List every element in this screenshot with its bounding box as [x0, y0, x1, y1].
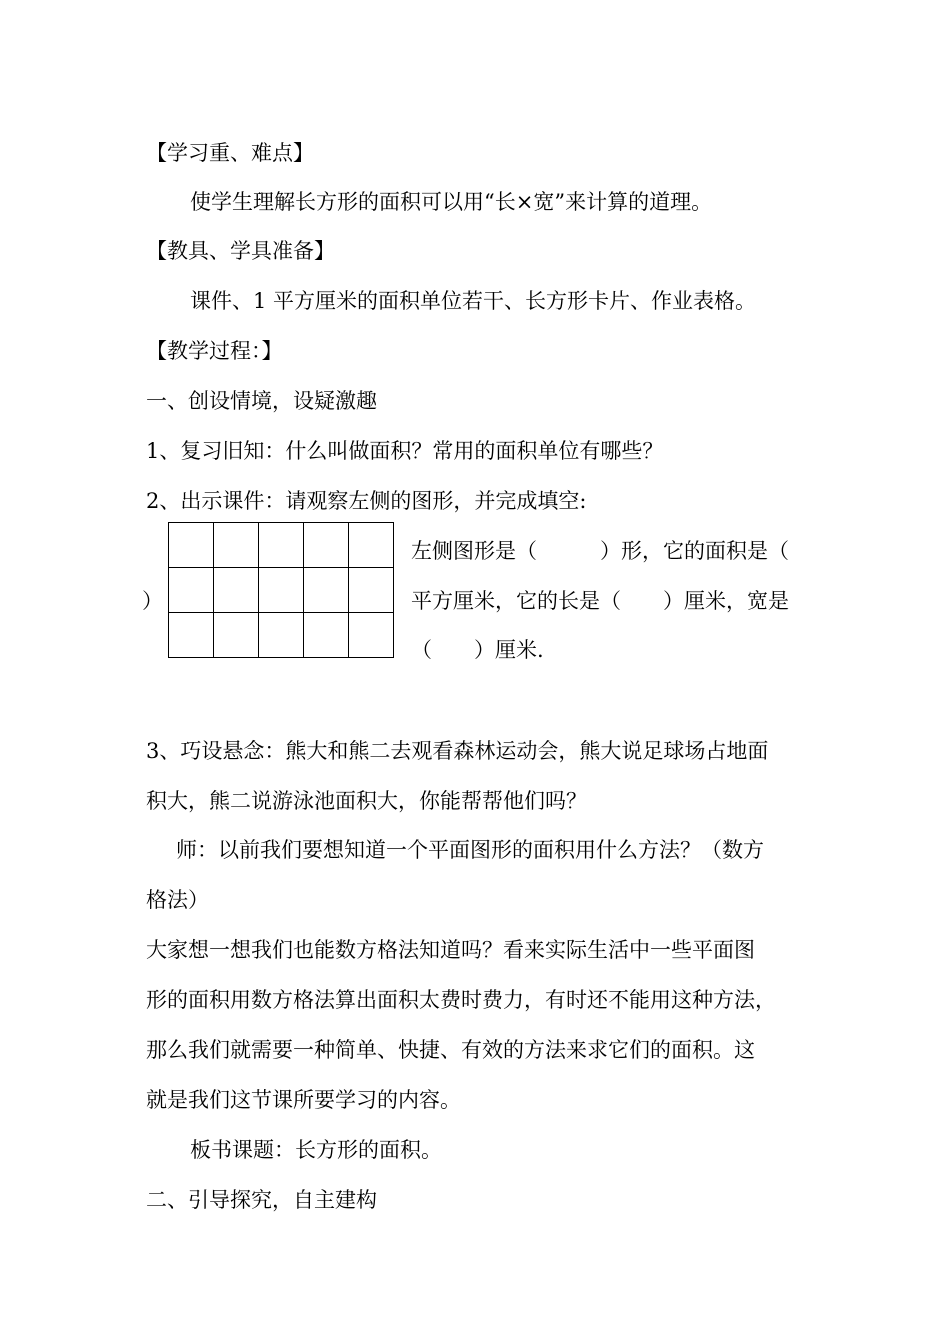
grid-cell [214, 613, 259, 658]
square-grid [168, 522, 394, 658]
fill-blank-paren-close: ） [142, 589, 163, 613]
grid-cell [214, 523, 259, 568]
process-heading: 【教学过程：】 [146, 339, 283, 363]
key-points-heading: 【学习重、难点】 [146, 141, 314, 165]
grid-cell [304, 523, 349, 568]
grid-cell [304, 568, 349, 613]
grid-row [169, 613, 394, 658]
grid-cell [349, 613, 394, 658]
paragraph-line-4: 就是我们这节课所要学习的内容。 [146, 1088, 461, 1112]
grid-cell [259, 613, 304, 658]
grid-cell [169, 523, 214, 568]
grid-cell [259, 568, 304, 613]
grid-row [169, 523, 394, 568]
grid-cell [349, 523, 394, 568]
part2-heading: 二、引导探究，自主建构 [146, 1188, 377, 1212]
paragraph-line-1: 大家想一想我们也能数方格法知道吗？看来实际生活中一些平面图 [146, 938, 755, 962]
paragraph-line-2: 形的面积用数方格法算出面积太费时费力，有时还不能用这种方法， [146, 988, 776, 1012]
grid-cell [214, 568, 259, 613]
materials-heading: 【教具、学具准备】 [146, 239, 335, 263]
key-points-text: 使学生理解长方形的面积可以用“长×宽”来计算的道理。 [190, 190, 713, 214]
fill-blank-line-2: 平方厘米，它的长是（ ）厘米，宽是 [411, 589, 789, 613]
grid-cell [169, 568, 214, 613]
grid-cell [259, 523, 304, 568]
grid-cell [304, 613, 349, 658]
item-3-line-1: 3、巧设悬念：熊大和熊二去观看森林运动会，熊大说足球场占地面 [146, 739, 769, 763]
board-title: 板书课题：长方形的面积。 [190, 1138, 442, 1162]
teacher-line-1: 师：以前我们要想知道一个平面图形的面积用什么方法？（数方 [176, 838, 764, 862]
grid-cell [169, 613, 214, 658]
item-1: 1、复习旧知：什么叫做面积？常用的面积单位有哪些？ [146, 439, 664, 463]
fill-blank-line-1: 左侧图形是（ ）形，它的面积是（ [411, 539, 789, 563]
item-2: 2、出示课件：请观察左侧的图形，并完成填空: [146, 489, 587, 513]
part1-heading: 一、创设情境，设疑激趣 [146, 389, 377, 413]
fill-blank-line-3: （ ）厘米. [411, 638, 544, 662]
grid-cell [349, 568, 394, 613]
item-3-line-2: 积大，熊二说游泳池面积大，你能帮帮他们吗？ [146, 789, 587, 813]
grid-row [169, 568, 394, 613]
teacher-line-2: 格法） [146, 888, 209, 912]
materials-text: 课件、1 平方厘米的面积单位若干、长方形卡片、作业表格。 [190, 289, 757, 313]
paragraph-line-3: 那么我们就需要一种简单、快捷、有效的方法来求它们的面积。这 [146, 1038, 755, 1062]
